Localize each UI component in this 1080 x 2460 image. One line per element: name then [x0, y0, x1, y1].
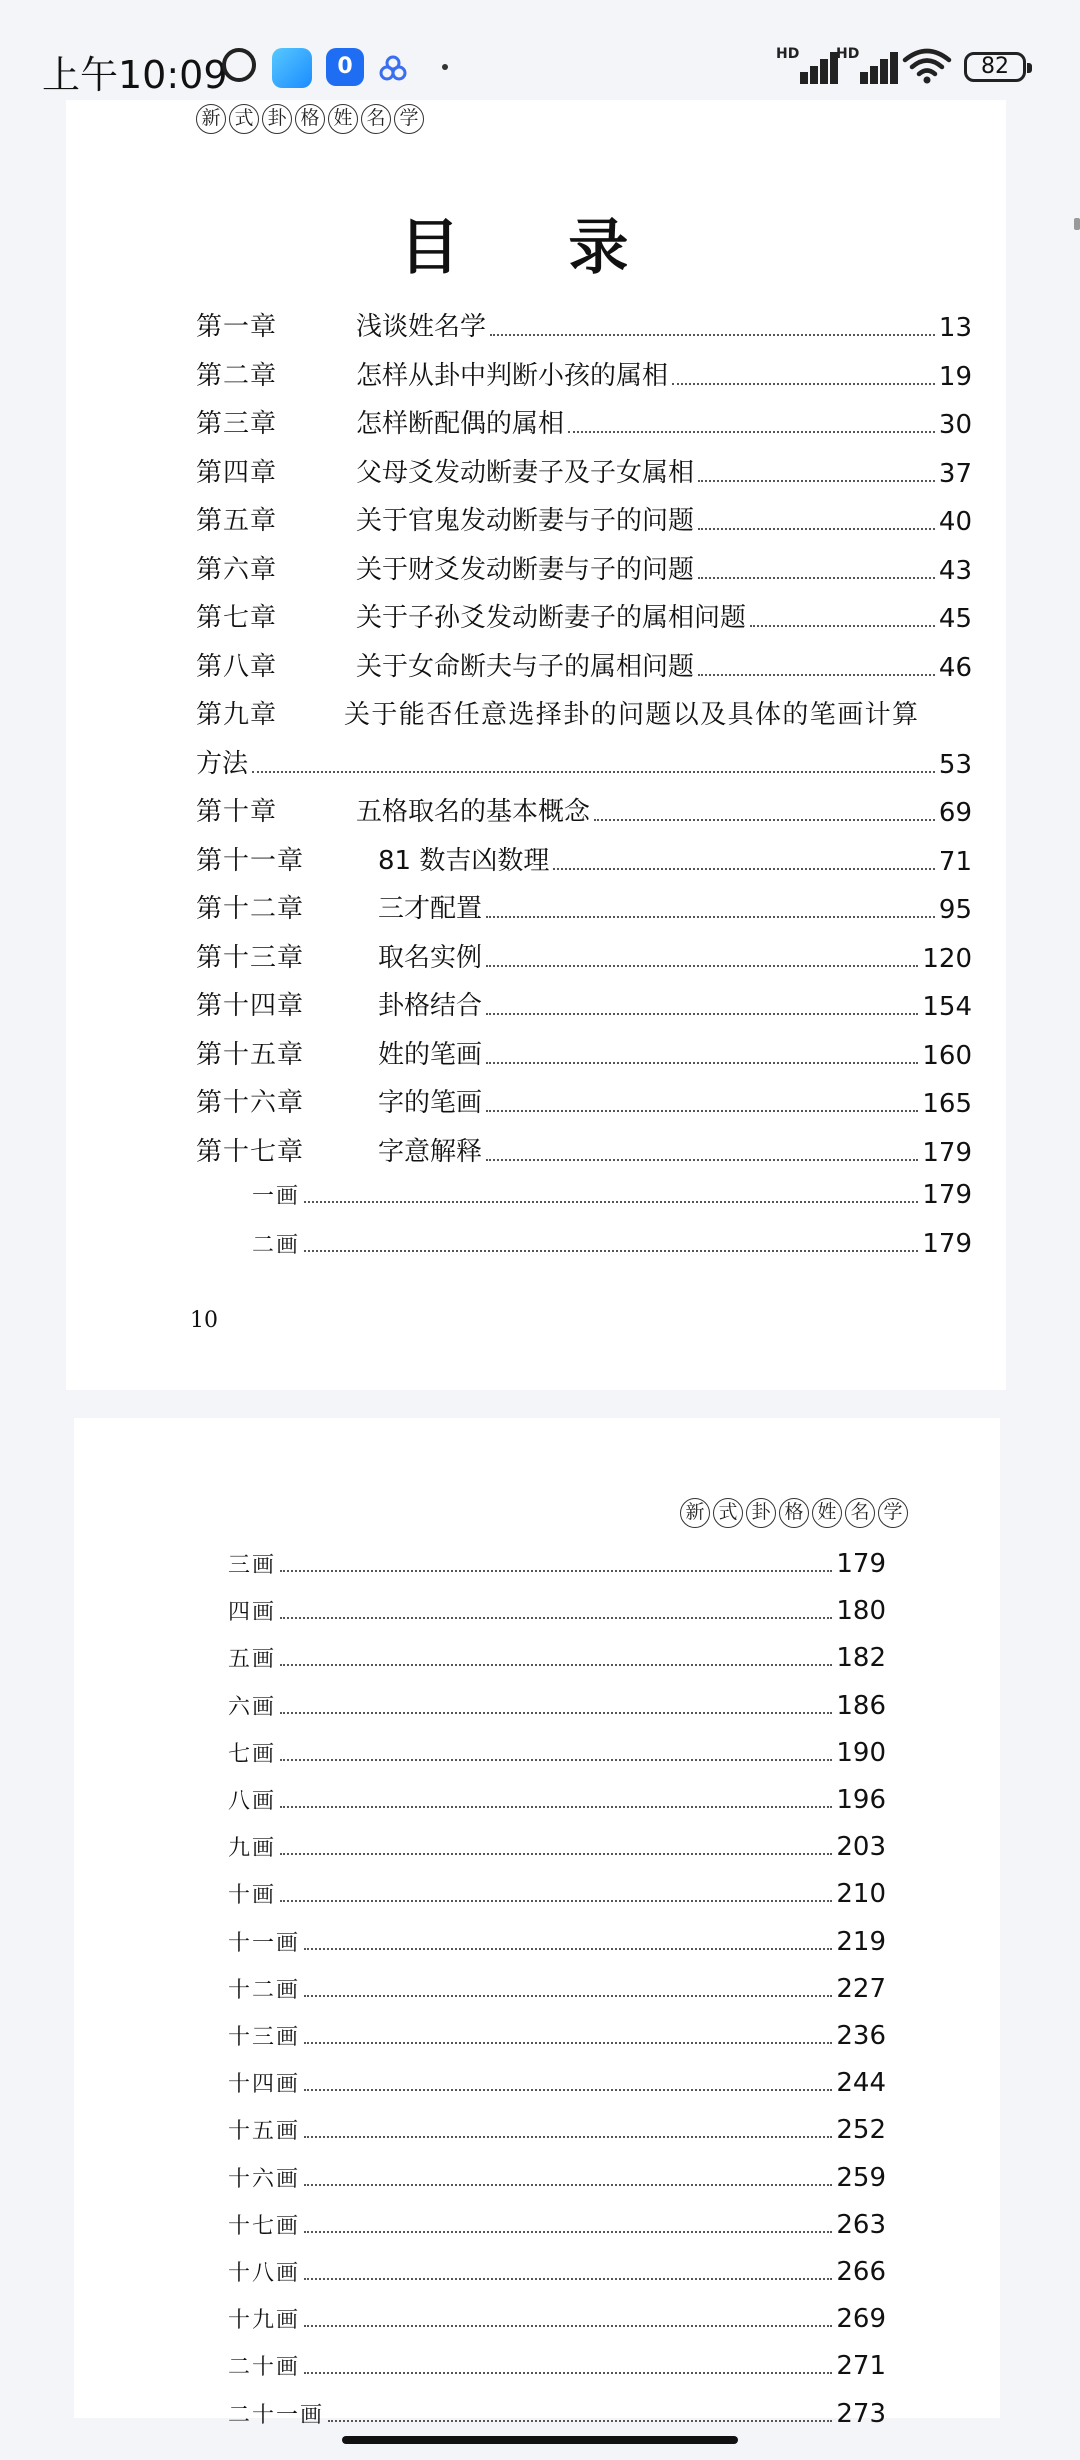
toc-entry[interactable] [196, 549, 972, 586]
chapter-title: 81 数吉凶数理 [378, 845, 550, 876]
dot-leader [280, 1900, 832, 1902]
stroke-count-label: 十四画 [228, 2072, 301, 2098]
toc-entry[interactable] [196, 306, 972, 343]
page-ref: 179 [836, 1549, 886, 1579]
stroke-count-label: 十八画 [228, 2261, 301, 2286]
page-ref: 227 [836, 1973, 886, 2004]
toc-sub-entry[interactable] [228, 1595, 886, 1626]
chapter-title: 怎样从卦中判断小孩的属相 [356, 360, 669, 391]
toc-sub-entry[interactable] [228, 2209, 886, 2240]
page-ref: 120 [922, 943, 972, 974]
dot-leader [304, 2042, 832, 2044]
page-ref: 182 [836, 1643, 886, 1674]
toc-entry[interactable] [196, 403, 972, 440]
stroke-count-label: 十六画 [228, 2166, 301, 2192]
chapter-title: 父母爻发动断妻子及子女属相 [356, 457, 695, 488]
chapter-number: 第十五章 [196, 1039, 305, 1070]
toc-sub-entry[interactable] [228, 1878, 886, 1909]
chapter-title: 五格取名的基本概念 [356, 797, 591, 827]
dot-leader [750, 625, 935, 627]
header-seal-character: 卦 [262, 104, 292, 134]
toc-entry[interactable] [196, 452, 972, 489]
chapter-number: 第四章 [196, 457, 278, 488]
page-ref: 244 [836, 2068, 886, 2099]
dot-leader [698, 674, 935, 676]
header-seal-character: 卦 [746, 1498, 776, 1528]
chapter-number: 第十三章 [196, 942, 305, 973]
dot-leader [486, 1159, 918, 1161]
toc-sub-entry[interactable] [252, 1228, 972, 1259]
chapter-title-continued: 方法 [196, 748, 249, 779]
header-seal-character: 新 [196, 104, 226, 134]
stroke-count-label: 十画 [228, 1883, 277, 1909]
stroke-count-label: 一画 [252, 1184, 301, 1209]
page-ref: 186 [836, 1690, 886, 1721]
chapter-number: 第十四章 [196, 991, 305, 1021]
document-page [74, 1418, 1000, 2429]
page-ref: 45 [938, 604, 972, 634]
chapter-title: 卦格结合 [378, 991, 483, 1021]
page-ref: 210 [836, 1879, 886, 1910]
page-ref: 196 [836, 1785, 886, 1815]
page-ref: 190 [836, 1737, 886, 1768]
header-seal-character: 姓 [812, 1498, 842, 1528]
header-seal-character: 学 [394, 104, 424, 134]
stroke-count-label: 十一画 [228, 1930, 301, 1956]
dot-leader [486, 965, 918, 967]
dot-leader [568, 431, 935, 433]
page-ref: 219 [836, 1926, 886, 1957]
stroke-count-label: 四画 [228, 1600, 277, 1626]
dot-leader [594, 819, 935, 821]
chapter-number: 第三章 [196, 409, 278, 439]
chapter-number: 第六章 [196, 554, 278, 585]
toc-sub-entry[interactable] [228, 2256, 886, 2287]
toc-sub-entry[interactable] [228, 1737, 886, 1768]
header-seal-character: 新 [680, 1498, 710, 1528]
page-ref: 180 [836, 1596, 886, 1627]
dot-leader [486, 916, 935, 918]
page-ref: 37 [938, 458, 972, 489]
alarm-icon [222, 48, 256, 82]
stroke-count-label: 十七画 [228, 2213, 301, 2239]
toc-sub-entry[interactable] [228, 2067, 886, 2098]
page-title: 目 录 [399, 213, 673, 283]
toc-sub-entry[interactable] [228, 1973, 886, 2004]
dot-leader [280, 1853, 832, 1855]
toc-sub-entry[interactable] [228, 1548, 886, 1579]
toc-entry[interactable] [196, 985, 972, 1022]
scrollbar[interactable] [1074, 218, 1080, 230]
dot-leader [490, 334, 935, 336]
page-ref: 154 [922, 992, 972, 1022]
toc-sub-entry[interactable] [228, 2162, 886, 2193]
page-ref: 160 [922, 1040, 972, 1071]
document-page [66, 100, 1006, 1390]
dot-leader [304, 2372, 832, 2374]
dot-leader [698, 577, 935, 579]
stroke-count-label: 八画 [228, 1789, 277, 1814]
page-ref: 259 [836, 2162, 886, 2193]
toc-sub-entry[interactable] [228, 2398, 886, 2429]
toc-entry[interactable] [196, 597, 972, 634]
page-ref: 263 [836, 2209, 886, 2240]
chapter-title: 关于能否任意选择卦的问题以及具体的笔画计算 [344, 700, 920, 730]
header-seal-character: 式 [229, 104, 259, 134]
dot-leader [304, 2184, 832, 2186]
header-seal-character: 名 [361, 104, 391, 134]
dot-leader [553, 868, 935, 870]
dot-leader [304, 1250, 918, 1252]
header-seal-character: 名 [845, 1498, 875, 1528]
chapter-title: 关于女命断夫与子的属相问题 [356, 651, 695, 682]
dot-leader [486, 1013, 918, 1015]
stroke-count-label: 十五画 [228, 2119, 301, 2145]
stroke-count-label: 十九画 [228, 2308, 301, 2334]
chapter-number: 第一章 [196, 312, 278, 342]
status-bar [0, 0, 1080, 100]
status-time: 上午10:09 [42, 53, 228, 97]
chapter-title: 关于财爻发动断妻与子的问题 [356, 554, 695, 585]
wifi-icon [902, 48, 952, 84]
dot-leader [698, 480, 935, 482]
page-ref: 179 [922, 1180, 972, 1210]
stroke-count-label: 二画 [252, 1232, 301, 1258]
chapter-number: 第七章 [196, 603, 278, 633]
chapter-title: 姓的笔画 [378, 1039, 483, 1070]
page-ref: 40 [938, 507, 972, 537]
header-seal-character: 姓 [328, 104, 358, 134]
dot-leader [280, 1806, 832, 1808]
chapter-number: 第二章 [196, 360, 278, 391]
stroke-count-label: 三画 [228, 1553, 277, 1578]
chapter-title: 关于官鬼发动断妻与子的问题 [356, 506, 695, 536]
dot-leader [304, 2231, 832, 2233]
running-header [196, 104, 424, 134]
chapter-number: 第八章 [196, 651, 278, 682]
dot-leader [304, 1948, 832, 1950]
stroke-count-label: 二十一画 [228, 2402, 325, 2428]
page-ref: 236 [836, 2021, 886, 2051]
chapter-number: 第九章 [196, 700, 278, 730]
page-ref: 46 [938, 652, 972, 683]
stroke-count-label: 七画 [228, 1741, 277, 1767]
stroke-count-label: 十二画 [228, 1977, 301, 2003]
dot-leader [252, 771, 935, 773]
dot-leader [698, 528, 935, 530]
dot-leader [304, 1995, 832, 1997]
toc-entry[interactable] [196, 791, 972, 828]
toc-entry[interactable] [196, 840, 972, 877]
chapter-title: 字意解释 [378, 1136, 483, 1167]
notification-dot-icon [442, 64, 448, 70]
page-ref: 53 [938, 749, 972, 780]
dot-leader [304, 1201, 918, 1203]
toc-entry[interactable] [196, 646, 972, 683]
toc-entry[interactable] [196, 1034, 972, 1071]
page-ref: 43 [938, 555, 972, 586]
battery-icon: 82 [964, 52, 1026, 82]
toc-sub-entry[interactable] [228, 2350, 886, 2381]
toc-entry[interactable] [196, 937, 972, 974]
chapter-title: 字的笔画 [378, 1088, 483, 1118]
dot-leader [486, 1062, 918, 1064]
chapter-number: 第十七章 [196, 1136, 305, 1167]
chapter-number: 第十一章 [196, 845, 305, 876]
dot-leader [486, 1110, 918, 1112]
dot-leader [304, 2325, 832, 2327]
dot-leader [304, 2278, 832, 2280]
app-icon: 0 [326, 48, 364, 86]
app-icon [272, 48, 312, 88]
toc-sub-entry[interactable] [228, 1926, 886, 1957]
toc-entry-continued[interactable] [196, 743, 972, 780]
toc-entry[interactable] [196, 888, 972, 925]
chapter-title: 关于子孙爻发动断妻子的属相问题 [356, 603, 747, 633]
page-ref: 273 [836, 2398, 886, 2429]
header-seal-character: 学 [878, 1498, 908, 1528]
chapter-title: 取名实例 [378, 942, 483, 973]
gesture-navigation-bar[interactable] [342, 2436, 738, 2444]
header-seal-character: 式 [713, 1498, 743, 1528]
chapter-number: 第五章 [196, 506, 278, 536]
signal-strength-icon: HD [776, 46, 836, 84]
stroke-count-label: 十三画 [228, 2025, 301, 2050]
page-ref: 252 [836, 2115, 886, 2146]
dot-leader [304, 2136, 832, 2138]
chapter-number: 第十二章 [196, 894, 305, 924]
stroke-count-label: 二十画 [228, 2355, 301, 2381]
toc-sub-entry[interactable] [228, 1642, 886, 1673]
toc-sub-entry[interactable] [228, 1831, 886, 1862]
page-ref: 30 [938, 410, 972, 440]
dot-leader [280, 1570, 832, 1572]
page-ref: 69 [938, 798, 972, 828]
page-ref: 71 [938, 846, 972, 877]
header-seal-character: 格 [295, 104, 325, 134]
signal-strength-icon: HD [836, 46, 896, 84]
toc-sub-entry[interactable] [228, 2303, 886, 2334]
chapter-title: 怎样断配偶的属相 [356, 409, 565, 439]
dot-leader [280, 1664, 832, 1666]
toc-sub-entry[interactable] [228, 2020, 886, 2051]
page-ref: 179 [922, 1137, 972, 1168]
dot-leader [328, 2420, 832, 2422]
page-ref: 179 [922, 1228, 972, 1259]
dot-leader [304, 2089, 832, 2091]
page-ref: 165 [922, 1089, 972, 1119]
stroke-count-label: 九画 [228, 1836, 277, 1862]
chapter-number: 第十章 [196, 797, 278, 827]
toc-sub-entry[interactable] [228, 2114, 886, 2145]
toc-entry[interactable] [196, 500, 972, 537]
toc-sub-entry[interactable] [228, 1690, 886, 1721]
chapter-title: 浅谈姓名学 [356, 312, 487, 342]
page-ref: 266 [836, 2257, 886, 2287]
toc-sub-entry[interactable] [228, 1784, 886, 1815]
dot-leader [280, 1617, 832, 1619]
toc-entry[interactable] [196, 694, 972, 731]
chapter-title: 三才配置 [378, 894, 483, 924]
stroke-count-label: 五画 [228, 1647, 277, 1673]
page-ref: 269 [836, 2304, 886, 2335]
dot-leader [672, 383, 935, 385]
toc-entry[interactable] [196, 355, 972, 392]
page-ref: 271 [836, 2351, 886, 2382]
page-ref: 203 [836, 1832, 886, 1863]
toc-sub-entry[interactable] [252, 1179, 972, 1210]
dot-leader [280, 1759, 832, 1761]
header-seal-character: 格 [779, 1498, 809, 1528]
page-number: 10 [190, 1308, 218, 1333]
running-header [680, 1498, 908, 1528]
stroke-count-label: 六画 [228, 1694, 277, 1720]
link-app-icon [378, 54, 408, 84]
dot-leader [280, 1712, 832, 1714]
chapter-number: 第十六章 [196, 1088, 305, 1118]
page-ref: 95 [938, 895, 972, 925]
page-ref: 13 [938, 313, 972, 343]
toc-entry[interactable] [196, 1082, 972, 1119]
page-ref: 19 [938, 361, 972, 392]
toc-entry[interactable] [196, 1131, 972, 1168]
